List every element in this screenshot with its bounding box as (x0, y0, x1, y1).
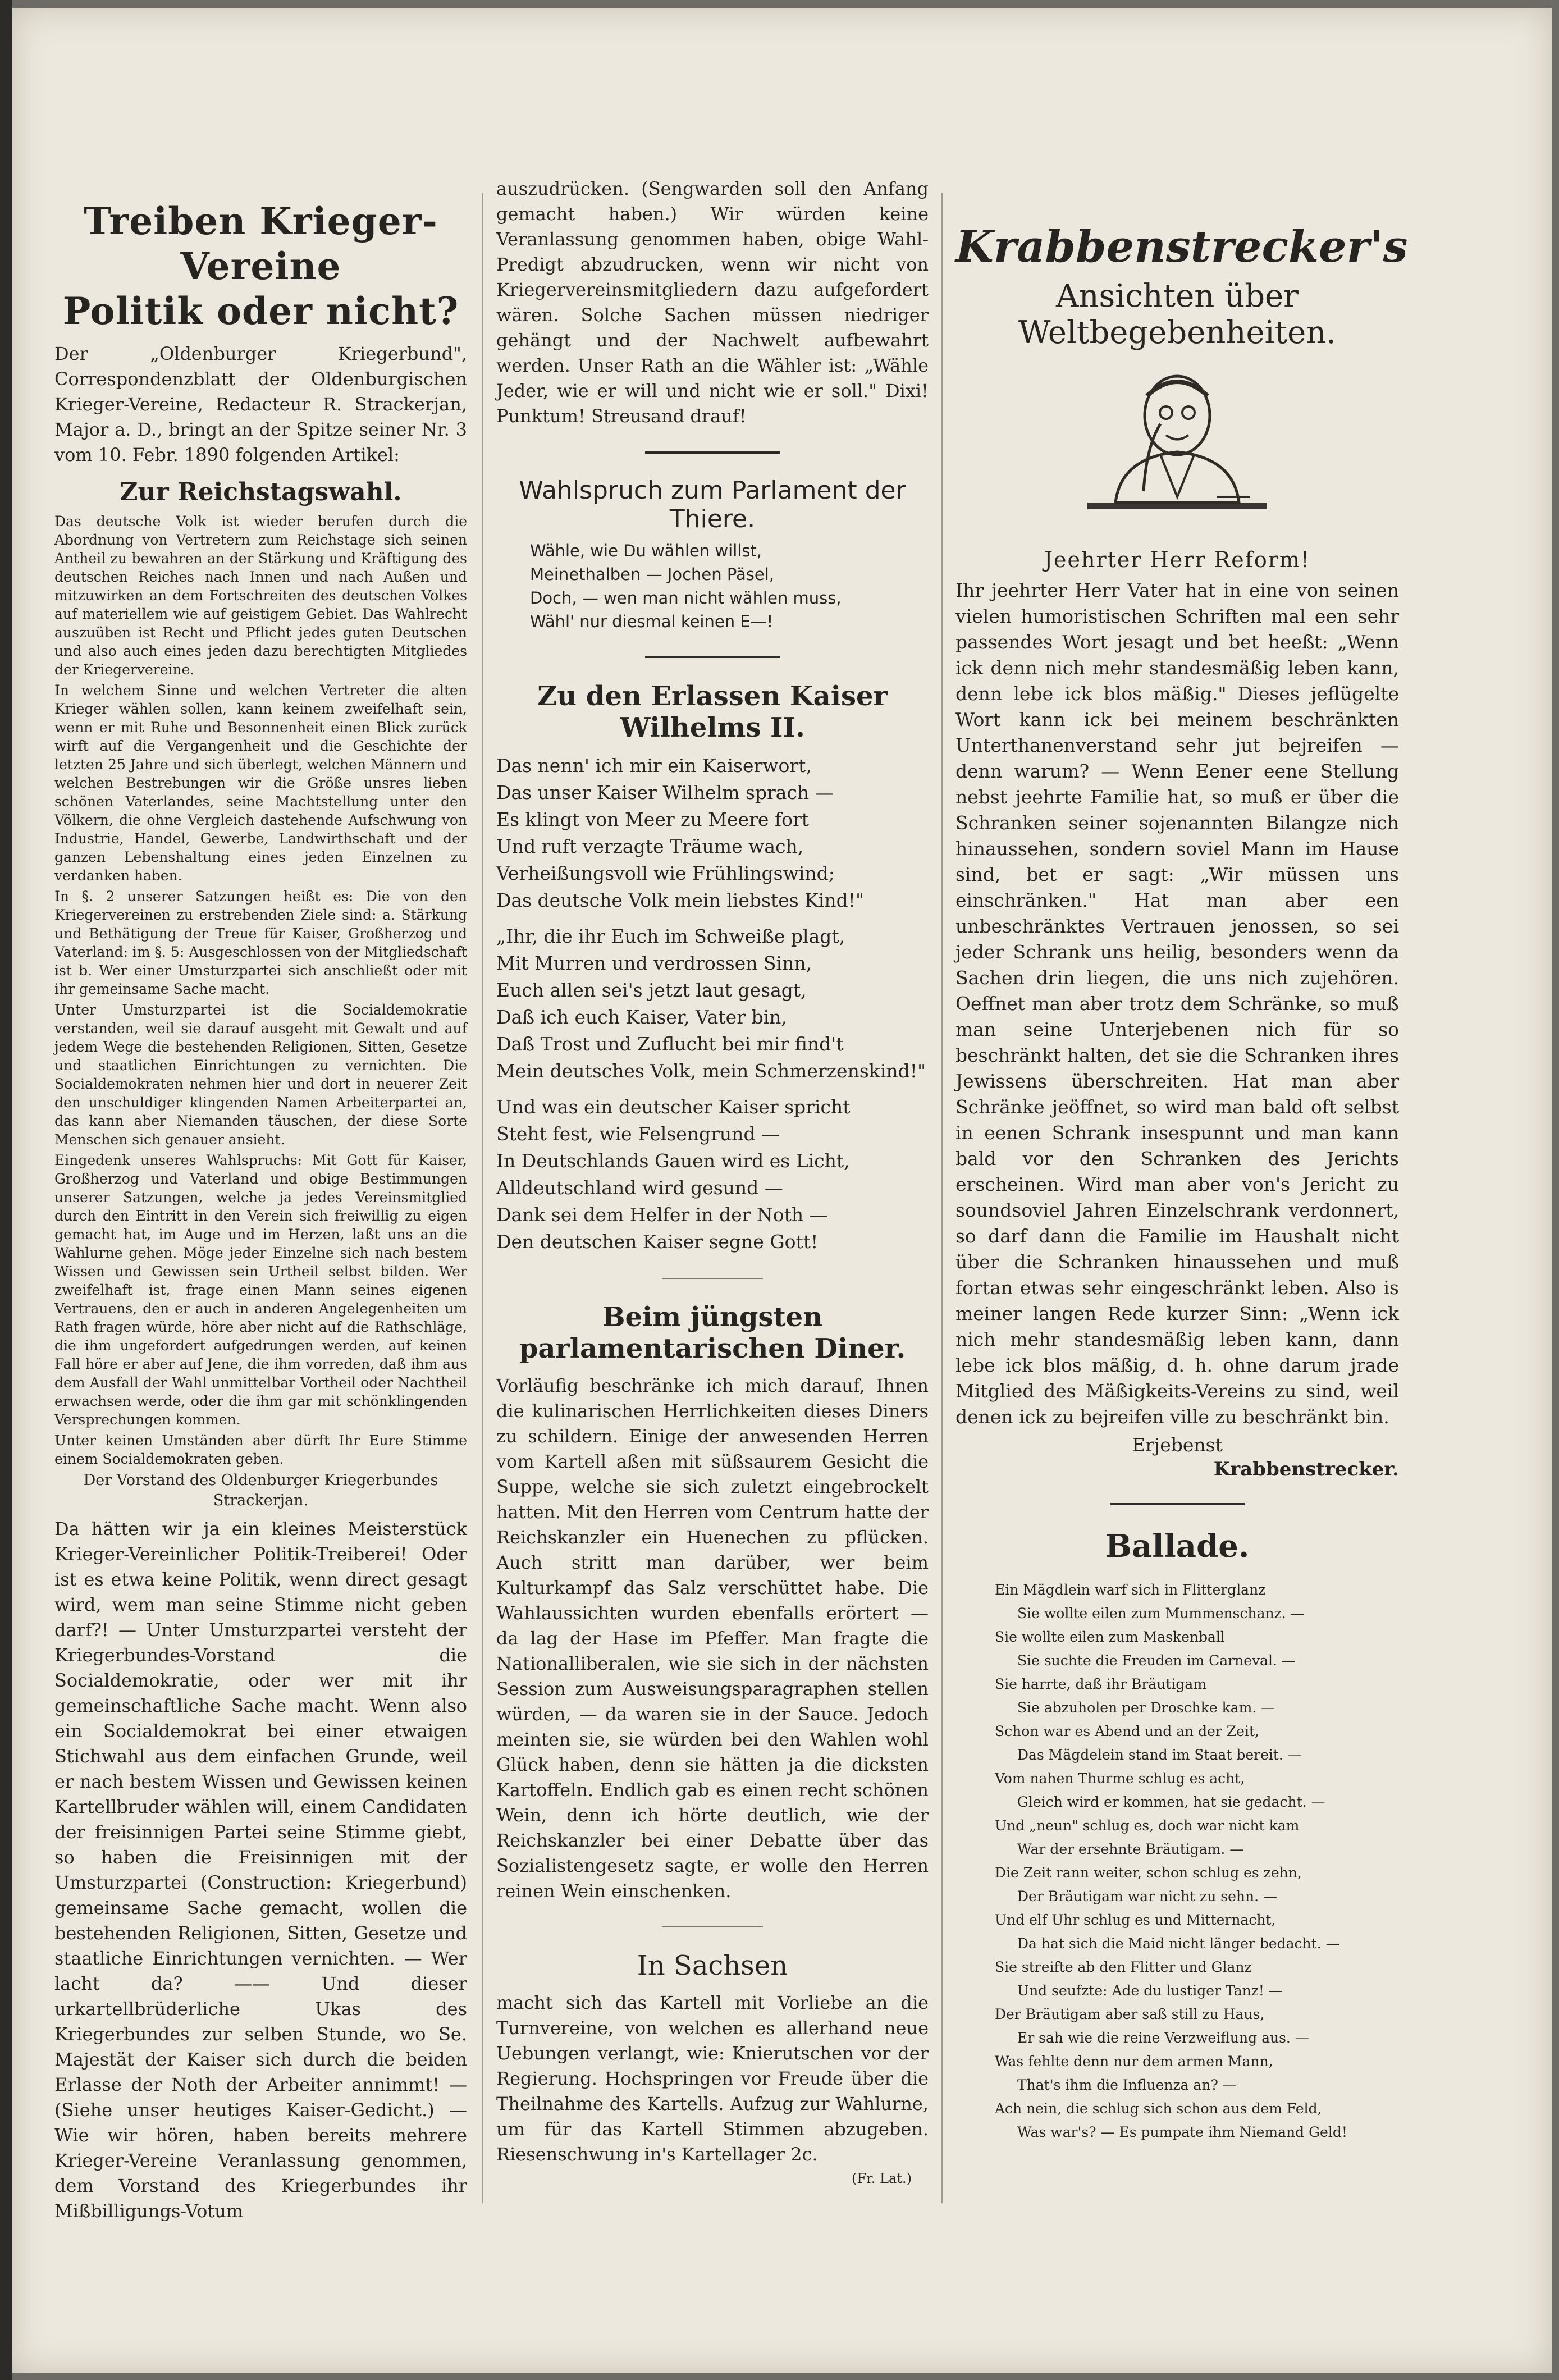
poem-stanza: Und was ein deutscher Kaiser spricht Steht fest, wie Felsengrund — In Deutschlands Gauen wird es Licht, Alldeutschland wird gesund — Dank sei dem Helfer in der Noth — Den deutschen Kaiser segne Gott! (496, 1096, 851, 1253)
article-paragraph: Unter keinen Umständen aber dürft Ihr Eure Stimme einem Socialdemokraten geben. (54, 1432, 467, 1467)
column-rule-right (941, 193, 943, 2203)
section-divider (662, 1926, 763, 1927)
intro-paragraph: Der „Oldenburger Kriegerbund", Correspondenzblatt der Oldenburgischen Krieger-Vereine, Redacteur R. Strackerjan, Major a. D., bringt an der Spitze seiner Nr. 3 vom 10. Febr. 1890 folgenden Artikel: (54, 343, 467, 465)
section-divider (645, 656, 780, 658)
section-divider (1110, 1503, 1245, 1505)
column-middle (496, 176, 929, 2186)
newspaper-page (12, 8, 1552, 2373)
section-divider (645, 451, 780, 454)
article-paragraph: Unter Umsturzpartei ist die Socialdemokratie verstanden, weil sie darauf ausgeht mit Gewalt und auf jedem Wege die bestehenden Religionen, Sitten, Gesetze und staatlichen Einrichtungen zu vernichten. Die Socialdemokraten nehmen hier und dort in neuerer Zeit den unschuldiger klingenden Namen Arbeiterpartei an, das kann aber Niemanden täuschen, der diese Sorte Menschen sich genauer ansieht. (54, 1002, 467, 1148)
continuation-paragraph: auszudrücken. (Sengwarden soll den Anfang gemacht haben.) Wir würden keine Veranlassung genommen haben, obige Wahl-Predigt abzudrucken, wenn wir nicht von Kriegervereinsmitgliedern dazu aufgefordert wären. Solche Sachen müssen niedriger gehängt und der Nachwelt aufbewahrt werden. Unser Rath an die Wähler ist: „Wähle Jeder, wie er will und nicht wie er soll." Dixi! Punktum! Streusand drauf! (496, 178, 929, 427)
poem-stanza: „Ihr, die ihr Euch im Schweiße plagt, Mit Murren und verdrossen Sinn, Euch allen sei's jetzt laut gesagt, Daß ich euch Kaiser, Vater bin, Daß Trost und Zuflucht bei mir find't Mein deutsches Volk, mein Schmerzenskind!" (496, 925, 926, 1082)
source-note: (Fr. Lat.) (852, 2171, 912, 2186)
column-rule-left (482, 193, 483, 2203)
krabbenstrecker-title: Krabbenstrecker's (955, 221, 1408, 272)
column-left (54, 176, 467, 2227)
section-divider (662, 1278, 763, 1279)
ballad-title: Ballade. (1105, 1528, 1250, 1565)
article-paragraph: Eingedenk unseres Wahlspruchs: Mit Gott für Kaiser, Großherzog und Vaterland und obige Bestimmungen unserer Satzungen, welche ja jedes Vereinsmitglied durch den Eintritt in den Verein sich freiwillig zu eigen gemacht hat, im Auge und im Herzen, laßt uns an die Wahlurne gehen. Möge jeder Einzelne sich nach bestem Wissen und Gewissen sein Urtheil selbst bilden. Wer zweifelhaft ist, frage einen Mann seines eigenen Vertrauens, den er auch in anderen Angelegenheiten um Rath fragen würde, höre aber nicht auf die Rathschläge, die ihm ungefordert aufgedrungen werden, auf keinen Fall höre er aber auf Jene, die ihm vorreden, daß ihm aus dem Ausfall der Wahl unmittelbar Vortheil oder Nachtheil erwachsen werde, oder die ihm gar mit schönklingenden Versprechungen kommen. (54, 1152, 467, 1428)
sachsen-paragraph: macht sich das Kartell mit Vorliebe an die Turnvereine, von welchen es allerhand neue Uebungen verlangt, wie: Knierutschen vor der Regierung. Hochspringen vor Freude über die Theilnahme des Kartells. Aufzug zur Wahlurne, um für das Kartell Stimmen abzugeben. Riesenschwung in's Kartellager 2c. (496, 1992, 929, 2165)
letter-signature: Krabbenstrecker. (1213, 1458, 1399, 1481)
book-spine (0, 0, 12, 2380)
column-right (955, 176, 1408, 2144)
article-title-kriegervereine: Treiben Krieger-Vereine Politik oder nicht? (62, 199, 459, 333)
ballad-poem: Ein Mägdlein warf sich in Flitterglanz Sie wollte eilen zum Mummenschanz. — Sie wollte eilen zum Maskenball Sie suchte die Freuden im Carneval. — Sie harrte, daß ihr Bräutigam Sie abzuholen per Droschke kam. — Schon war es Abend und an der Zeit, Das Mägdelein stand im Staat bereit. — Vom nahen Thurme schlug es acht, Gleich wird er kommen, hat sie gedacht. — Und „neun" schlug es, doch war nicht kam War der ersehnte Bräutigam. — Die Zeit rann weiter, schon schlug es zehn, Der Bräutigam war nicht zu sehn. — Und elf Uhr schlug es und Mitternacht, Da hat sich die Maid nicht länger bedacht. — Sie streifte ab den Flitter und Glanz Und seufzte: Ade du lustiger Tanz! — Der Bräutigam aber saß still zu Haus, Er sah wie die reine Verzweiflung aus. — Was fehlte denn nur dem armen Mann, That's ihm die Influenza an? — Ach nein, die schlug sich schon aus dem Feld, Was war's? — Es pumpate ihm Niemand Geld! (995, 1582, 1347, 2140)
diner-title: Beim jüngsten parlamentarischen Diner. (519, 1301, 906, 1364)
motto-verse: Wähle, wie Du wählen willst, Meinethalben — Jochen Päsel, Doch, — wen man nicht wählen muss, Wähl' nur diesmal keinen E—! (530, 541, 842, 631)
board-signature: Der Vorstand des Oldenburger Kriegerbundes Strackerjan. (83, 1472, 438, 1509)
motto-title: Wahlspruch zum Parlament der Thiere. (519, 476, 906, 533)
reichstagswahl-heading: Zur Reichstagswahl. (120, 478, 402, 506)
diner-paragraph: Vorläufig beschränke ich mich darauf, Ihnen die kulinarischen Herrlichkeiten dieses Diners zu schildern. Einige der anwesenden Herren vom Kartell aßen mit süßsaurem Gesicht die Suppe, welche sie sich zuletzt eingebrockelt hatten. Mit den Herren vom Centrum hatte der Reichskanzler ein Huenechen zu pflücken. Auch stritt man darüber, wer beim Kulturkampf das Salz verschüttet habe. Die Wahlaussichten wurden ebenfalls erörtert — da lag der Hase im Pfeffer. Man fragte die Nationalliberalen, wie sie sich in der nächsten Session zum Ausweisungsparagraphen stellen würden, — da waren sie in der Sauce. Jedoch meinten sie, sie würden bei den Wahlen wohl Glück haben, denn sie hätten ja die dicksten Kartoffeln. Endlich gab es einen recht schönen Wein, denn ich hörte deutlich, wie der Reichskanzler bei einer Debatte über das Sozialistengesetz sagte, er wolle den Herren reinen Wein einschenken. (496, 1375, 929, 1902)
poem-stanza: Das nenn' ich mir ein Kaiserwort, Das unser Kaiser Wilhelm sprach — Es klingt von Meer zu Meere fort Und ruft verzagte Träume wach, Verheißungsvoll wie Frühlingswind; Das deutsche Volk mein liebstes Kind!" (496, 755, 865, 911)
poem-title-kaiser: Zu den Erlassen Kaiser Wilhelms II. (537, 680, 888, 743)
letter-salutation: Jeehrter Herr Reform! (1044, 547, 1311, 572)
article-paragraph: Das deutsche Volk ist wieder berufen durch die Abordnung von Vertretern zum Reichstage sich seinen Antheil zu bewahren an der Stärkung und Kräftigung des deutschen Reiches nach Innen und nach Außen und mitzuwirken an dem Fortschreiten des deutschen Volkes auf materiellem wie auf geistigem Gebiet. Das Wahlrecht auszuüben ist Recht und Pflicht jedes guten Deutschen und also auch eines jeden dazu berechtigten Mitgliedes der Kriegervereine. (54, 513, 467, 678)
letter-closing: Erjebenst (1132, 1434, 1223, 1456)
caricature-illustration (1076, 362, 1278, 531)
sachsen-title: In Sachsen (637, 1950, 788, 1981)
letter-body: Ihr jeehrter Herr Vater hat in eine von seinen vielen humoristischen Schriften mal een sehr passendes Wort jesagt und bet heeßt: „Wenn ick denn nich mehr standesmäßig leben kann, denn lebe ick blos mäßig." Dieses jeflügelte Wort kann ick bei meinem beschränkten Unterthanenverstand sehr jut bejreifen — denn warum? — Wenn Eener eene Stellung nebst jeehrte Familie hat, so muß er über die Schranken seiner sojenannten Bilangze nich hinaussehen, sondern soviel Mann im Hause sind, bet er sagt: „Wir müssen uns einschränken." Hat man aber een unbeschränktes Vertrauen jenossen, so sei jeder Schrank uns heilig, besonders wenn da Sachen drin liegen, die uns nich zujehören. Oeffnet man aber trotz dem Schränke, so muß man seine Unterjebenen nich für so beschränkt halten, det sie die Schranken ihres Jewissens überschreiten. Hat man aber Schränke jeöffnet, so wird man bald oft selbst in eenen Schrank insespunnt und man kann bald vor den Schranken des Jerichts erscheinen. Wird man aber von's Jericht zu soundsoviel Jahren Einzelschrank verdonnert, so darf dann die Familie im Haushalt nicht über die Schranken hinaussehen und muß fortan etwas sehr eingeschränkt leben. Also is meiner langen Rede kurzer Sinn: „Wenn ick nich mehr standesmäßig leben kann, dann lebe ick blos mäßig, d. h. ohne darum jrade Mitglied des Mäßigkeits-Vereins zu sind, weil denen ick zu bejreifen ville zu beschränkt bin. (955, 579, 1399, 1428)
krabbenstrecker-subtitle: Ansichten über Weltbegebenheiten. (1018, 278, 1337, 351)
article-paragraph: In §. 2 unserer Satzungen heißt es: Die von den Kriegervereinen zu erstrebenden Ziele sind: a. Stärkung und Bethätigung der Treue für Kaiser, Großherzog und Vaterland: im §. 5: Ausgeschlossen von der Mitgliedschaft ist b. Wer einer Umsturzpartei sich anschließt oder mit ihr gemeinsame Sache macht. (54, 888, 467, 997)
article-paragraph: In welchem Sinne und welchen Vertreter die alten Krieger wählen sollen, kann keinem zweifelhaft sein, wenn er mit Ruhe und Besonnenheit einen Blick zurück wirft auf die Vergangenheit und die Geschichte der letzten 25 Jahre und sich überlegt, welchen Männern und welchen Bestrebungen wir die Größe unsres lieben schönen Vaterlandes, seine Machtstellung unter den Völkern, die ohne Vergleich dastehende Aufschwung von Industrie, Handel, Gewerbe, Landwirthschaft und der ganzen Lebenshaltung eines jeden Einzelnen zu verdanken haben. (54, 682, 467, 884)
commentary-paragraph: Da hätten wir ja ein kleines Meisterstück Krieger-Vereinlicher Politik-Treiberei! Oder ist es etwa keine Politik, wenn direct gesagt wird, wem man seine Stimme nicht geben darf?! — Unter Umsturzpartei versteht der Kriegerbundes-Vorstand die Socialdemokratie, oder wer mit ihr gemeinschaftliche Sache macht. Wenn also ein Socialdemokrat bei einer etwaigen Stichwahl aus dem einfachen Grunde, weil er nach bestem Wissen und Gewissen keinen Kartellbruder wählen will, einem Candidaten der freisinnigen Partei seine Stimme giebt, so haben die Freisinnigen mit der Umsturzpartei (Construction: Kriegerbund) gemeinsame Sache gemacht, wollen die bestehenden Religionen, Sitten, Gesetze und staatliche Einrichtungen vernichten. — Wer lacht da? —— Und dieser urkartellbrüderliche Ukas des Kriegerbundes zur selben Stunde, wo Se. Majestät der Kaiser sich durch die beiden Erlasse der Noth der Arbeiter annimmt! — (Siehe unser heutiges Kaiser-Gedicht.) — Wie wir hören, haben bereits mehrere Krieger-Vereine Veranlassung genommen, dem Vorstand des Kriegerbundes ihr Mißbilligungs-Votum (54, 1518, 467, 2222)
